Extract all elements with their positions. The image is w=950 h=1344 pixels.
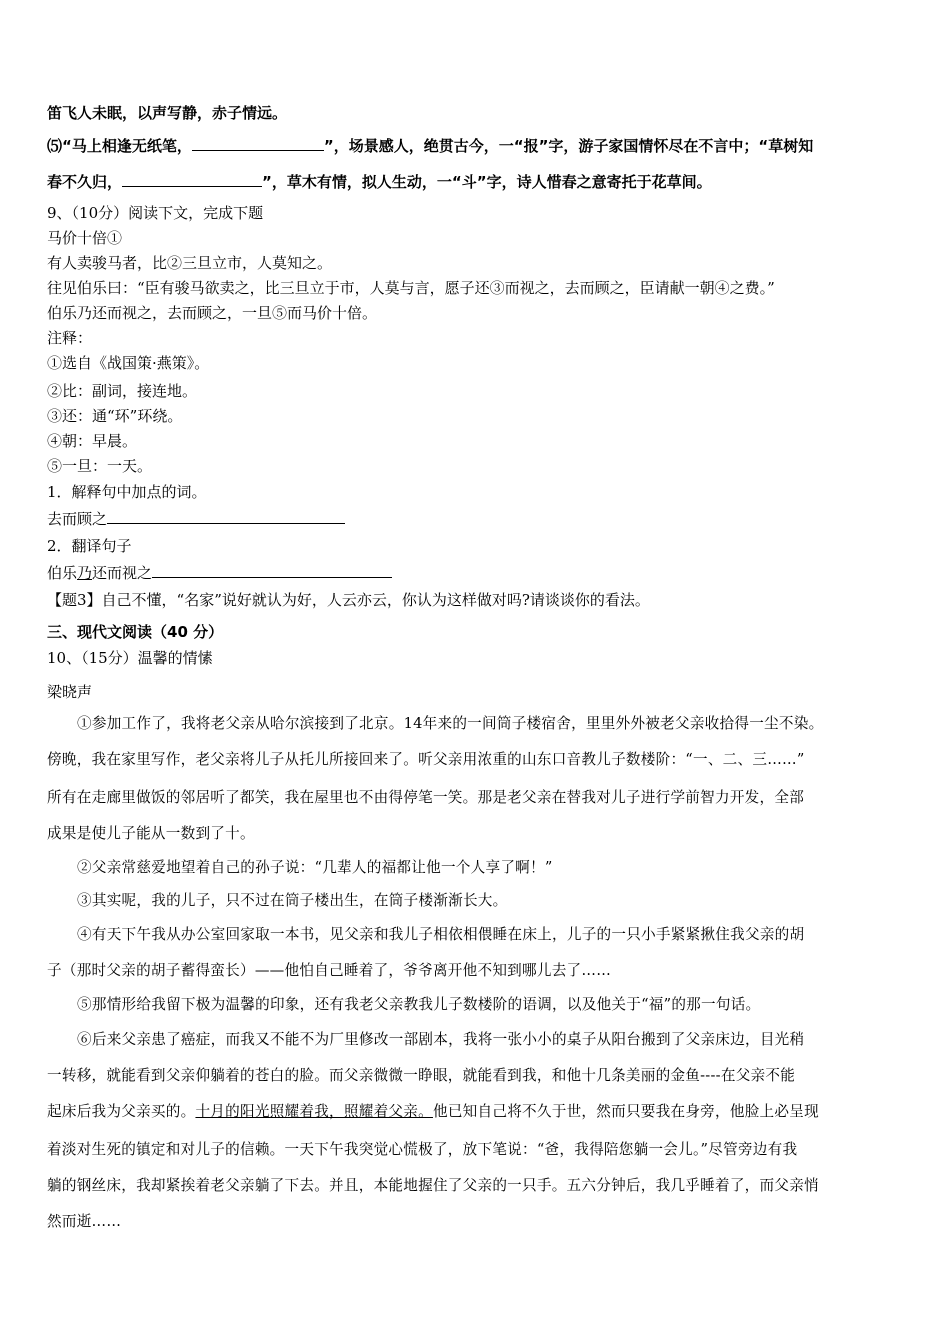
para-3: ③其实呢，我的儿子，只不过在筒子楼出生，在筒子楼渐渐长大。 — [77, 892, 508, 909]
q9-sub2-underlined: 乃 — [77, 564, 93, 582]
q9-passage-title: 马价十倍① — [47, 229, 123, 247]
q9-note-4: ④朝：早晨。 — [47, 432, 138, 450]
q9-sub-question-3: 【题3】自己不懂，“名家”说好就认为好，人云亦云，你认为这样做对吗?请谈谈你的看法。 — [47, 591, 650, 609]
q9-note-5: ⑤一旦：一天。 — [47, 457, 153, 475]
q9-text-line-1: 有人卖骏马者，比②三旦立市，人莫知之。 — [47, 254, 333, 272]
q5-text-part4: ”，草木有情，拟人生动，一“斗”字，诗人惜春之意寄托于花草间。 — [262, 173, 712, 191]
poem-q5-line-2 — [47, 172, 712, 192]
q9-note-1: ①选自《战国策·燕策》。 — [47, 354, 210, 372]
q9-text-line-3: 伯乐乃还而视之，去而顾之，一旦⑤而马价十倍。 — [47, 304, 378, 322]
answer-blank-q5-2[interactable] — [122, 172, 262, 187]
para-6-line-1: ⑥后来父亲患了癌症，而我又不能不为厂里修改一部剧本，我将一张小小的桌子从阳台搬到了父亲床边，目光稍 — [77, 1031, 805, 1048]
para-6-line-6: 然而逝…… — [47, 1213, 122, 1230]
passage-author: 梁晓声 — [47, 683, 93, 701]
poem-q5-line — [47, 136, 813, 156]
answer-blank-q5-1[interactable] — [192, 136, 324, 151]
q10-header: 10、（15分）温馨的情愫 — [47, 649, 213, 667]
q9-sub2-post: 还而视之 — [92, 564, 153, 582]
q9-note-2: ②比：副词，接连地。 — [47, 382, 198, 400]
q9-sub2-pre: 伯乐 — [47, 564, 78, 582]
para-5: ⑤那情形给我留下极为温馨的印象，还有我老父亲教我儿子数楼阶的语调，以及他关于“福”的那一句话。 — [77, 996, 761, 1013]
q9-sub-question-1: 1．解释句中加点的词。 — [47, 483, 207, 501]
para-6-underlined-sentence: 十月的阳光照耀着我，照耀着父亲。 — [195, 1103, 433, 1120]
q9-sub1-answer-line — [47, 509, 345, 529]
q5-text-part1: ⑸“马上相逢无纸笔， — [47, 137, 192, 155]
para-6-line-4: 着淡对生死的镇定和对儿子的信赖。一天下午我突觉心慌极了，放下笔说：“爸，我得陪您躺一会儿。”尽管旁边有我 — [47, 1141, 798, 1158]
para-6-line-5: 躺的钢丝床，我却紧挨着老父亲躺了下去。并且，本能地握住了父亲的一只手。五六分钟后，我几乎睡着了，而父亲悄 — [47, 1177, 819, 1194]
para-6-line-3 — [47, 1102, 819, 1122]
para-2: ②父亲常慈爱地望着自己的孙子说：“几辈人的福都让他一个人享了啊！” — [77, 859, 553, 876]
para-6-l3-post: 他已知自己将不久于世，然而只要我在身旁，他脸上必呈现 — [432, 1103, 819, 1120]
q9-sub2-answer-line — [47, 563, 392, 583]
para-1-line-1: ①参加工作了，我将老父亲从哈尔滨接到了北京。14年来的一间筒子楼宿舍，里里外外被老父亲收拾得一尘不染。 — [77, 715, 824, 732]
q9-notes-label: 注释： — [47, 329, 93, 347]
para-6-line-2: 一转移，就能看到父亲仰躺着的苍白的脸。而父亲微微一睁眼，就能看到我，和他十几条美丽的金鱼----在父亲不能 — [47, 1067, 796, 1084]
section-3-heading: 三、现代文阅读（40 分） — [47, 623, 224, 641]
q5-text-part2: ”，场景感人，绝贯古今，一“报”字，游子家国情怀尽在不言中；“草树知 — [323, 137, 814, 155]
answer-blank-q9-2[interactable] — [152, 563, 392, 578]
para-4-line-2: 子（那时父亲的胡子蓄得蛮长）——他怕自己睡着了，爷爷离开他不知到哪儿去了…… — [47, 962, 612, 979]
poem-line-1: 笛飞人未眠，以声写静，赤子情远。 — [47, 104, 288, 122]
para-1-line-4: 成果是使儿子能从一数到了十。 — [47, 825, 255, 842]
para-1-line-3: 所有在走廊里做饭的邻居听了都笑，我在屋里也不由得停笔一笑。那是老父亲在替我对儿子进行学前智力开发，全部 — [47, 789, 805, 806]
q5-text-part3: 春不久归， — [47, 173, 123, 191]
q9-note-3: ③还：通“环”环绕。 — [47, 407, 183, 425]
para-1-line-2: 傍晚，我在家里写作，老父亲将儿子从托儿所接回来了。听父亲用浓重的山东口音教儿子数楼阶：“一、二、三……” — [47, 751, 805, 768]
q9-text-line-2: 往见伯乐曰：“臣有骏马欲卖之，比三旦立于市，人莫与言，愿子还③而视之，去而顾之，臣请献一朝④之费。” — [47, 279, 775, 297]
q9-header: 9、（10分）阅读下文，完成下题 — [47, 204, 264, 222]
q9-sub1-item: 去而顾之 — [47, 510, 108, 528]
para-4-line-1: ④有天下午我从办公室回家取一本书，见父亲和我儿子相依相偎睡在床上，儿子的一只小手紧紧揪住我父亲的胡 — [77, 926, 805, 943]
q9-sub-question-2: 2．翻译句子 — [47, 537, 132, 555]
answer-blank-q9-1[interactable] — [107, 509, 345, 524]
para-6-l3-pre: 起床后我为父亲买的。 — [47, 1103, 196, 1120]
